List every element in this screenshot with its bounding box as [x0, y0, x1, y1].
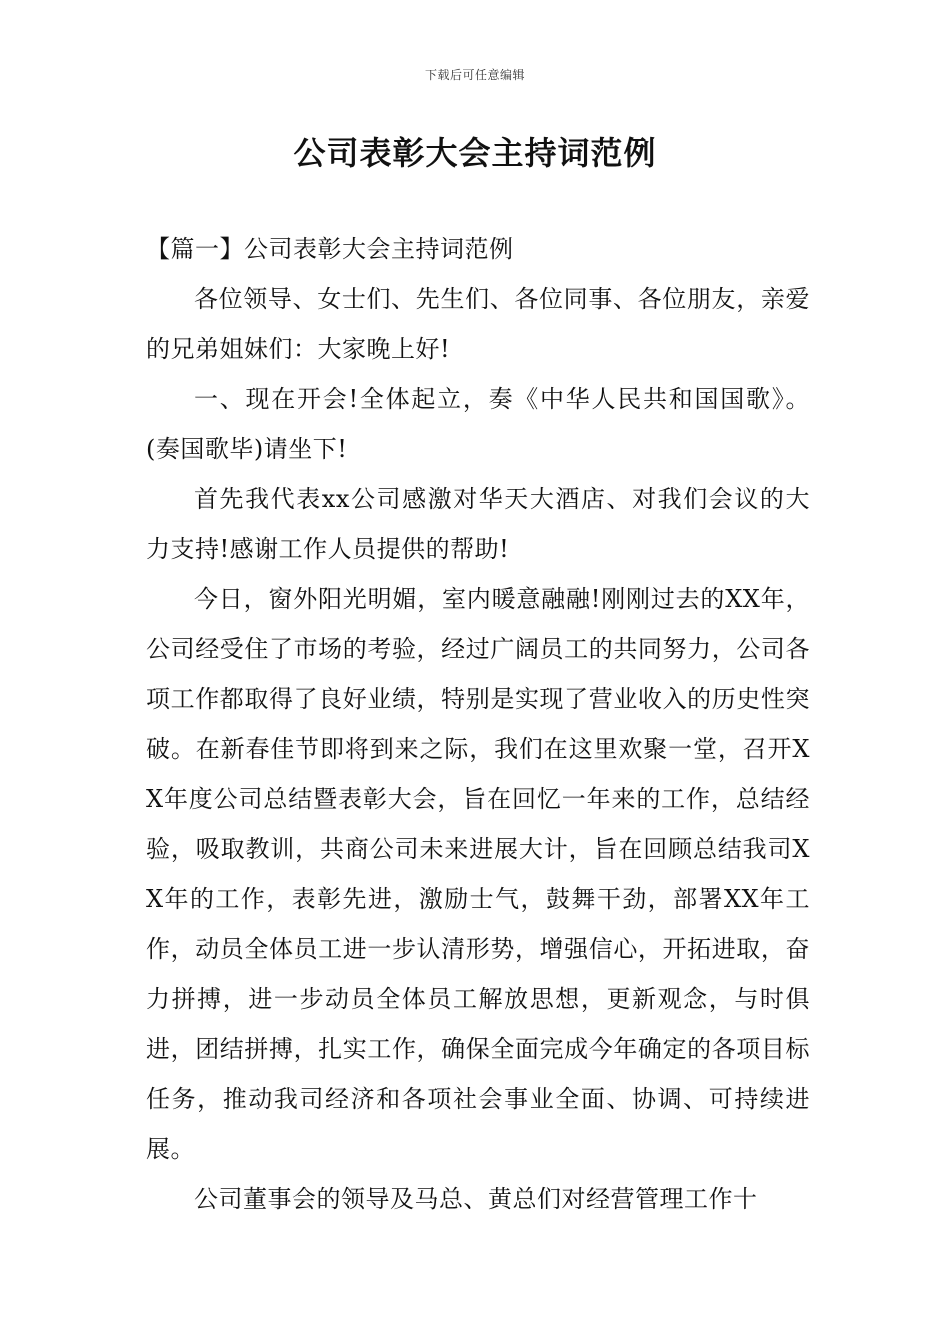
paragraph-review: 今日，窗外阳光明媚，室内暖意融融!刚刚过去的XX年，公司经受住了市场的考验，经过广阔员工的共同努力，公司各项工作都取得了良好业绩，特别是实现了营业收入的历史性突破。在新春佳节即将到来之际，我们在这里欢聚一堂，召开XX年度公司总结暨表彰大会，旨在回忆一年来的工作，总结经验，吸取教训，共商公司未来进展大计，旨在回顾总结我司XX年的工作，表彰先进，激励士气，鼓舞干劲，部署XX年工作，动员全体员工进一步认清形势，增强信心，开拓进取，奋力拼搏，进一步动员全体员工解放思想，更新观念，与时俱进，团结拼搏，扎实工作，确保全面完成今年确定的各项目标任务，推动我司经济和各项社会事业全面、协调、可持续进展。 — [146, 585, 810, 1163]
document-title: 公司表彰大会主持词范例 — [293, 134, 657, 172]
section-heading: 【篇一】公司表彰大会主持词范例 — [146, 235, 514, 263]
paragraph-greeting: 各位领导、女士们、先生们、各位同事、各位朋友，亲爱的兄弟姐妹们：大家晚上好! — [146, 285, 810, 363]
document-body — [146, 224, 810, 1224]
paragraph-thanks: 首先我代表xx公司感激对华天大酒店、对我们会议的大力支持!感谢工作人员提供的帮助! — [146, 485, 810, 563]
paragraph-opening: 一、现在开会!全体起立，奏《中华人民共和国国歌》。(奏国歌毕)请坐下! — [146, 385, 810, 463]
paragraph-board: 公司董事会的领导及马总、黄总们对经营管理工作十 — [194, 1185, 758, 1213]
header-note: 下载后可任意编辑 — [424, 68, 525, 82]
